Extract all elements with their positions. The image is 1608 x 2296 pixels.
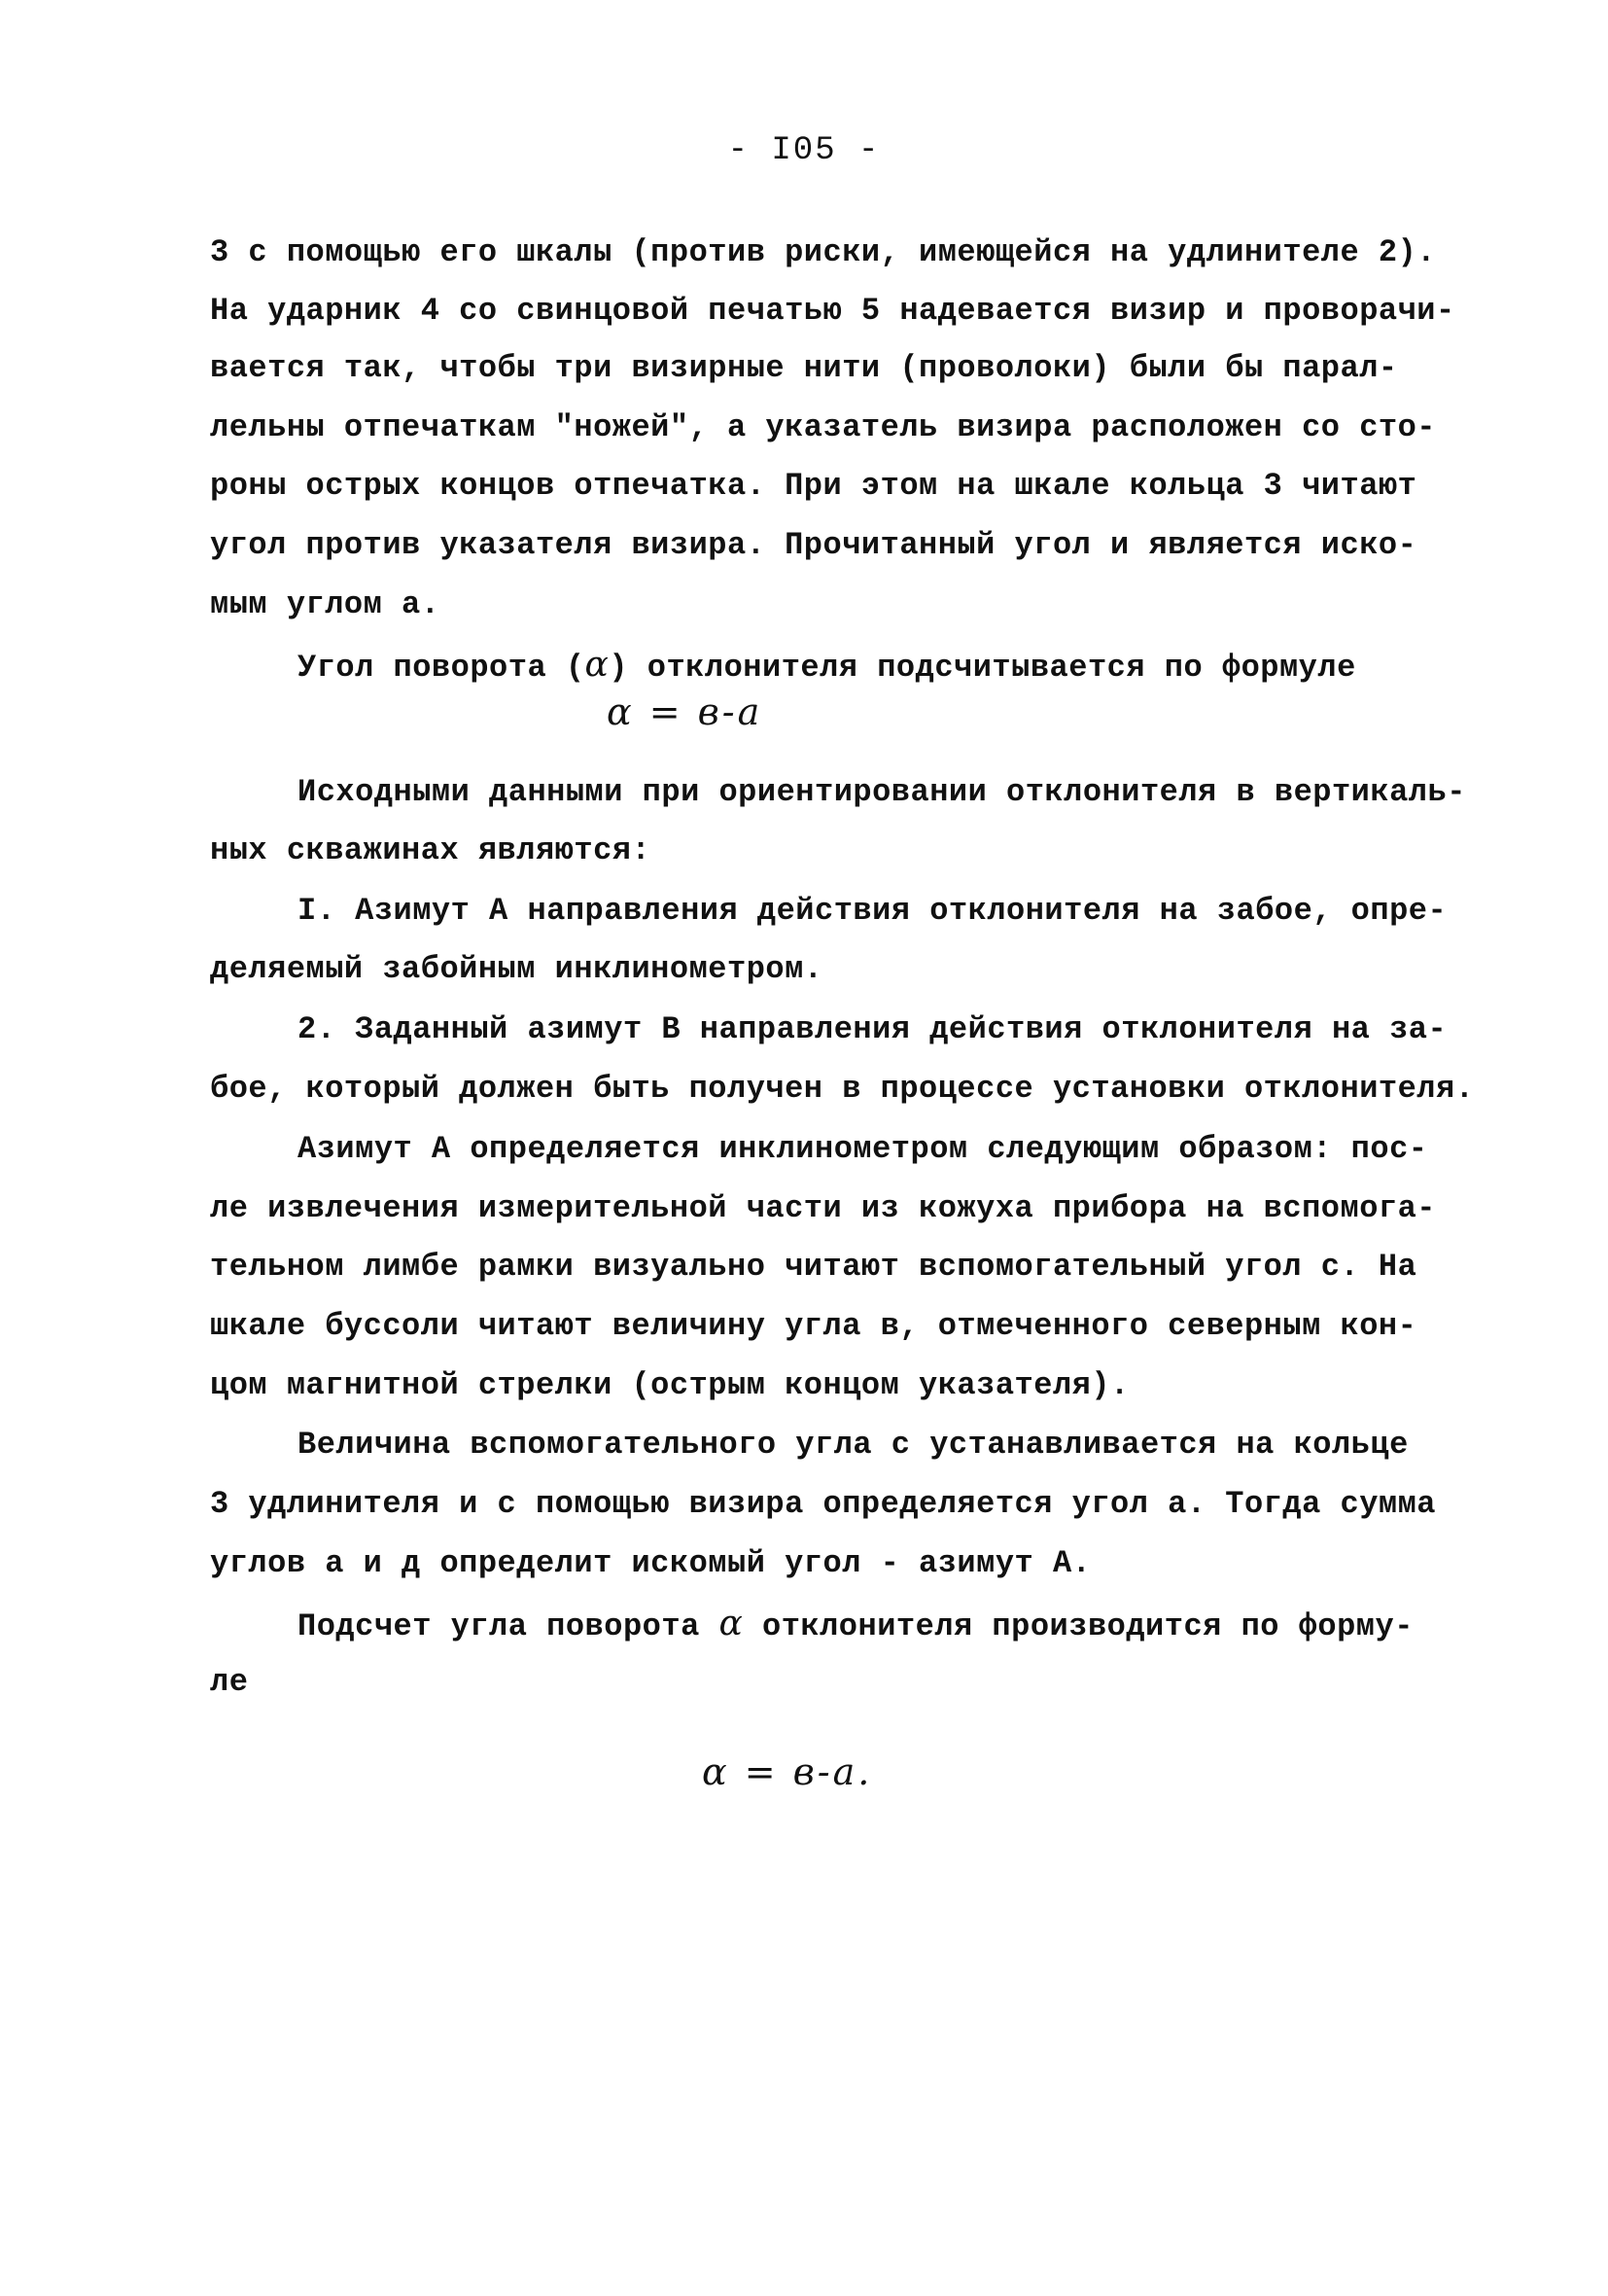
paragraph-5-after: отклонителя производится по форму- <box>743 1608 1414 1644</box>
text-line: тельном лимбе рамки визуально читают вспомогательный угол с. На <box>210 1249 1417 1285</box>
text-line: ле извлечения измерительной части из кожуха прибора на вспомога- <box>210 1190 1436 1226</box>
text-line: роны острых концов отпечатка. При этом на шкале кольца 3 читают <box>210 468 1417 504</box>
formula-2: α = в-а. <box>702 1750 873 1793</box>
text-line: углов а и д определит искомый угол - азимут А. <box>210 1545 1092 1581</box>
text-line: 3 удлинителя и с помощью визира определяется угол а. Тогда сумма <box>210 1486 1436 1522</box>
text-line: деляемый забойным инклинометром. <box>210 951 823 987</box>
text-line: ных скважинах являются: <box>210 832 651 868</box>
text-line: бое, который должен быть получен в процессе установки отклонителя. <box>210 1071 1475 1107</box>
formula-intro-after: ) отклонителя подсчитывается по формуле <box>609 650 1356 686</box>
text-line: 3 с помощью его шкалы (против риски, имеющейся на удлинителе 2). <box>210 234 1436 270</box>
text-line: Исходными данными при ориентировании отклонителя в вертикаль- <box>297 774 1466 810</box>
text-line <box>297 1605 1414 1646</box>
formula-intro-before: Угол поворота ( <box>297 650 585 686</box>
text-line: угол против указателя визира. Прочитанный угол и является иско- <box>210 527 1417 563</box>
page-number: - I05 - <box>727 132 881 169</box>
text-line: вается так, чтобы три визирные нити (проволоки) были бы парал- <box>210 350 1398 386</box>
text-line: 2. Заданный азимут В направления действия отклонителя на за- <box>297 1011 1448 1047</box>
text-line: I. Азимут А направления действия отклонителя на забое, опре- <box>297 893 1448 929</box>
text-line: Величина вспомогательного угла с устанавливается на кольце <box>297 1427 1409 1463</box>
text-line: цом магнитной стрелки (острым концом указателя). <box>210 1367 1130 1403</box>
text-line: Азимут А определяется инклинометром следующим образом: пос- <box>297 1131 1428 1167</box>
formula-1: α = в-а <box>607 690 763 733</box>
text-line: лельны отпечаткам "ножей", а указатель визира расположен со сто- <box>210 409 1436 445</box>
text-line: На ударник 4 со свинцовой печатью 5 надевается визир и проворачи- <box>210 293 1455 329</box>
text-line: мым углом а. <box>210 586 440 622</box>
formula-intro-line <box>297 646 1356 688</box>
text-line: ле <box>210 1664 249 1700</box>
alpha-symbol: α <box>584 645 610 685</box>
alpha-symbol: α <box>718 1604 744 1643</box>
text-line: шкале буссоли читают величину угла в, отмеченного северным кон- <box>210 1308 1417 1344</box>
paragraph-5-before: Подсчет угла поворота <box>297 1608 719 1644</box>
